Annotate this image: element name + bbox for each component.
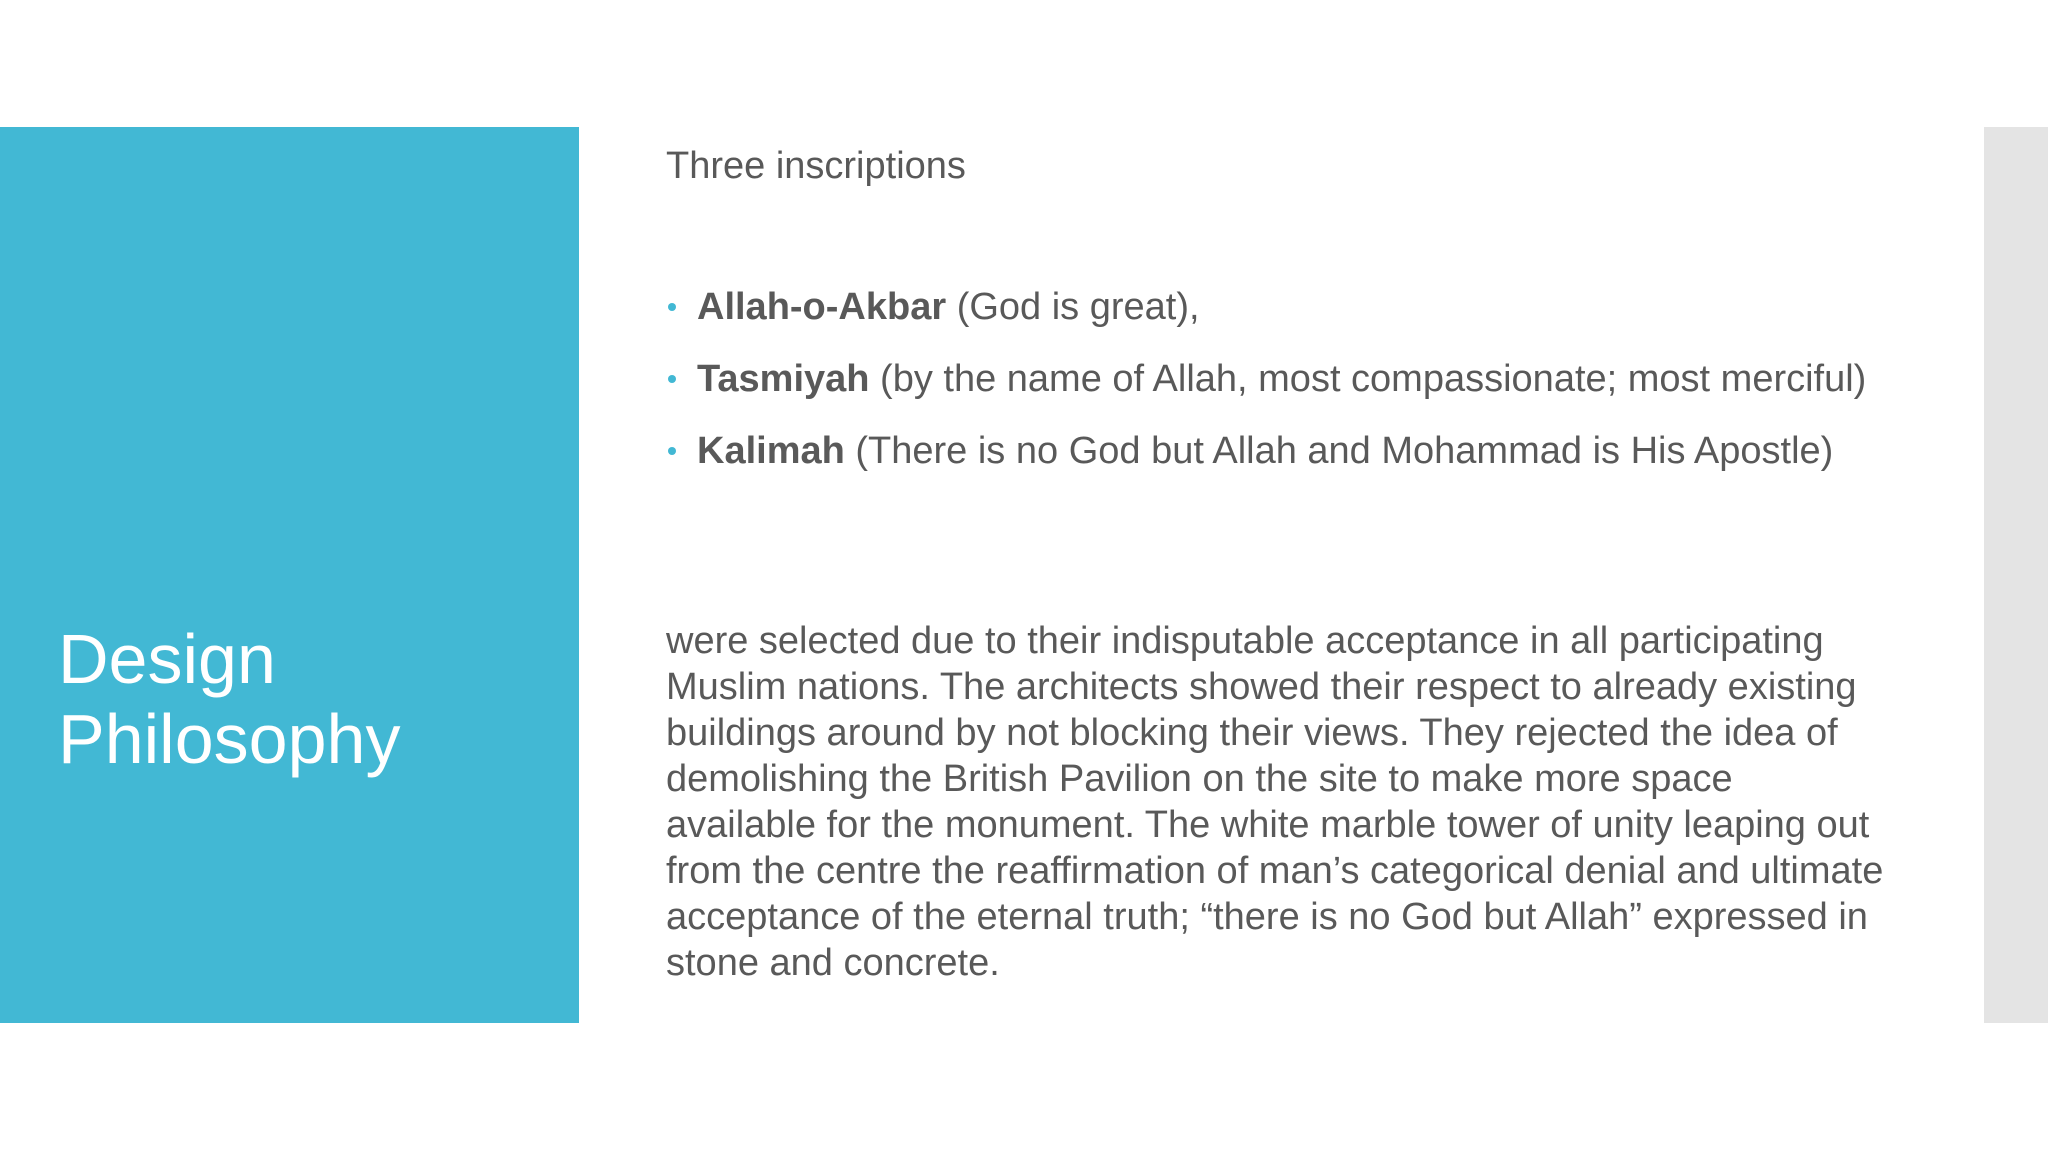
bullet-dot-icon [668,303,676,311]
intro-text: Three inscriptions [666,145,966,187]
list-item [666,284,1886,330]
inscriptions-list [666,284,1886,500]
bullet-dot-icon [668,447,676,455]
right-side-strip [1984,127,2048,1023]
body-paragraph: were selected due to their indisputable acceptance in all participating Muslim nations. The architects showed their respect to already existing buildings around by not blocking their views. They rejected the idea of demolishing the British Pavilion on the site to make more space available for the monument. The white marble tower of unity leaping out from the centre the reaffirmation of man’s categorical denial and ultimate acceptance of the eternal truth; “there is no God but Allah” expressed in stone and concrete. [666,620,1884,984]
bullet-dot-icon [668,375,676,383]
bullet-term: Kalimah [697,430,845,472]
content-area [666,138,1886,984]
list-item [666,356,1886,402]
slide-title: Design Philosophy [58,620,401,778]
bullet-text: (by the name of Allah, most compassionate; most merciful) [869,358,1867,400]
bullet-term: Tasmiyah [697,358,870,400]
title-panel [0,127,579,1023]
bullet-text: (God is great), [946,286,1200,328]
bullet-text: (There is no God but Allah and Mohammad is His Apostle) [844,430,1834,472]
bullet-term: Allah-o-Akbar [697,286,947,328]
list-item [666,428,1886,474]
